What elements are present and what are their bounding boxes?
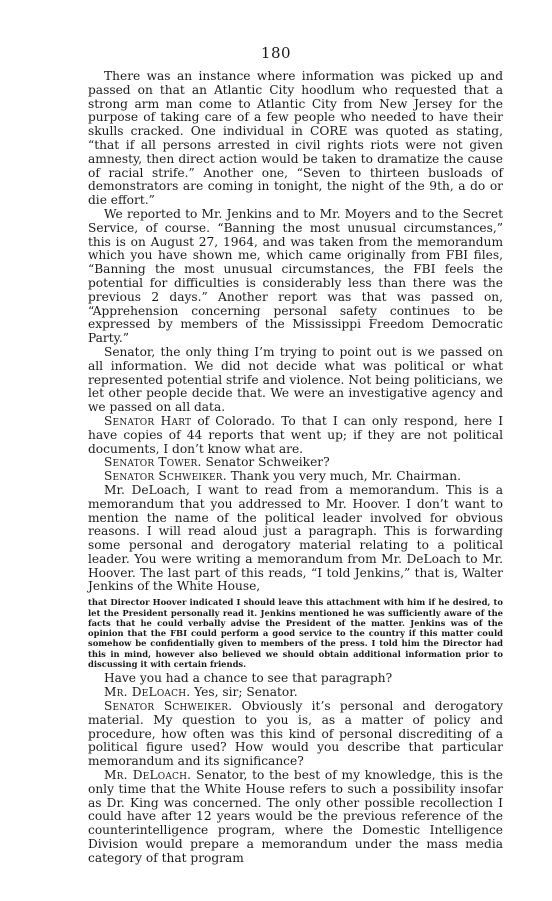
paragraph: [88, 686, 503, 700]
paragraph: There was an instance where information was picked up and passed on that an Atlantic City hoodlum who requested that a strong arm man come to Atlantic City from New Jersey for the purpose of taking care of a few people who needed to have their skulls cracked. One individual in CORE was quoted as stating, “that if all persons arrested in civil rights riots were not given amnesty, then direct action would be taken to dramatize the cause of racial strife.” Another one, “Seven to thirteen busloads of demonstrators are coming in tonight, the night of the 9th, a do or die effort.”: [88, 69, 503, 208]
speech-text: Thank you very much, Mr. Chairman.: [226, 469, 461, 484]
speaker-name: Senator Tower.: [104, 455, 202, 470]
paragraph: Mr. DeLoach, I want to read from a memorandum. This is a memorandum that you addressed to Mr. Hoover. I don’t want to mention the name of the political leader involved for obvious reasons. I will read aloud just a paragraph. This is forwarding some personal and derogatory material relating to a political leader. You were writing a memorandum from Mr. DeLoach to Mr. Hoover. The last part of this reads, “I told Jenkins,” that is, Walter Jenkins of the White House,: [88, 482, 503, 594]
speech-text: Yes, sir; Senator.: [190, 685, 298, 700]
page-number: 180: [260, 44, 292, 62]
paragraph: [88, 456, 503, 470]
paragraph: [88, 700, 503, 769]
speech-text: Senator, to the best of my knowledge, this is the only time that the White House refers to such a possibility insofar as Dr. King was concerned. The only other possible recollection I could have after 12 years would be the previous reference of the counterintelligence program, where the Domestic Intelligence Division would prepare a memorandum under the mass media category of that program: [88, 767, 504, 865]
paragraph: [88, 415, 503, 456]
paragraph: Senator, the only thing I’m trying to point out is we passed on all information. We did not decide what was political or what represented potential strife and violence. Not being politicians, we let other people decide that. We were an investigative agency and we passed on all data.: [88, 344, 503, 415]
block-quote: that Director Hoover indicated I should leave this attachment with him if he desired, to let the President personally read it. Jenkins mentioned he was sufficiently aware of the facts that he could verbally advise the President of the matter. Jenkins was of the opinion that the FBI could perform a good service to the country if this matter could somehow be confidentially given to members of the press. I told him the Director had this in mind, however also believed we should obtain additional information prior to discussing it with certain friends.: [88, 597, 503, 670]
speech-text: Obviously it’s personal and derogatory material. My question to you is, as a matter of policy and procedure, how often was this kind of personal discrediting of a political figure used? How would you describe that particular memorandum and its significance?: [88, 698, 503, 769]
paragraph: [88, 470, 503, 484]
paragraph: Have you had a chance to see that paragraph?: [104, 671, 393, 686]
speaker-name: Mr. DeLoach.: [104, 767, 192, 782]
speaker-name: Mr. DeLoach.: [104, 685, 191, 700]
paragraph: We reported to Mr. Jenkins and to Mr. Moyers and to the Secret Service, of course. “Banning the most unusual circumstances,” this is on August 27, 1964, and was taken from the memorandum which you have shown me, which came originally from FBI files, “Banning the most unusual circumstances, the FBI feels the potential for difficulties is considerably less than there was the previous 2 days.” Another report was that was passed on, “Apprehension concerning personal safety continues to be expressed by members of the Mississippi Freedom Democratic Party.”: [88, 206, 503, 346]
speech-text: Senator Schweiker?: [201, 455, 330, 470]
speaker-name: Senator Schweiker.: [104, 469, 227, 484]
speaker-name: Senator Hart: [104, 413, 192, 428]
paragraph: [88, 769, 503, 866]
speech-text: of Colorado. To that I can only respond, here I have copies of 44 reports that went up; if they are not political documents, I don’t know what are.: [88, 413, 504, 456]
speaker-name: Senator Schweiker.: [104, 698, 233, 713]
body-text: [88, 70, 503, 866]
